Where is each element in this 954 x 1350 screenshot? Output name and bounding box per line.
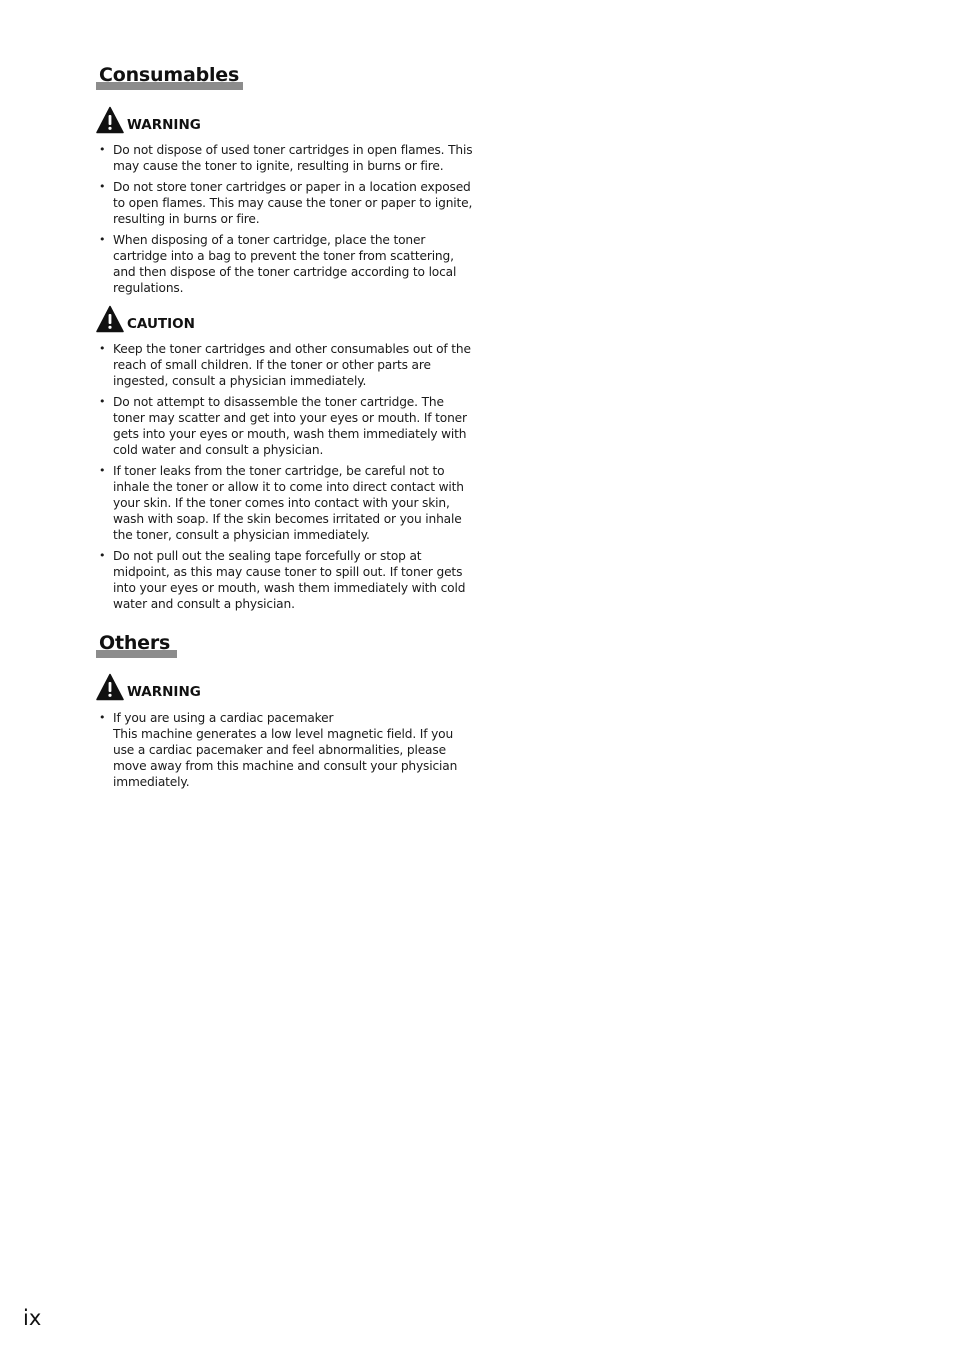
warning-label	[96, 106, 201, 134]
warning-triangle-icon	[96, 673, 124, 701]
page-number: ix	[23, 1306, 42, 1330]
bullet: •	[99, 711, 106, 724]
section-title: Others	[99, 632, 171, 654]
notice-level: WARNING	[127, 117, 201, 133]
caution-list	[96, 341, 476, 617]
bullet: •	[99, 180, 106, 193]
section-heading-consumables	[96, 64, 247, 90]
list-item-body: This machine generates a low level magnetic field. If you use a cardiac pacemaker and feel abnormalities, please move away from this machine and consult your physician immediately.	[113, 727, 458, 789]
list-item-text: Do not dispose of used toner cartridges in open flames. This may cause the toner to ignite, resulting in burns or fire.	[113, 143, 473, 173]
list-item-text: Do not pull out the sealing tape forcefully or stop at midpoint, as this may cause toner to spill out. If toner gets into your eyes or mouth, wash them immediately with cold water and consult a physician.	[113, 549, 466, 611]
list-item	[96, 394, 476, 458]
caution-label	[96, 305, 195, 333]
list-item	[96, 232, 476, 296]
warning-triangle-icon	[96, 305, 124, 333]
list-item	[96, 710, 476, 790]
warning-list	[96, 142, 476, 301]
list-item	[96, 463, 476, 543]
list-item-text: When disposing of a toner cartridge, place the toner cartridge into a bag to prevent the toner from scattering, and then dispose of the toner cartridge according to local regulations.	[113, 233, 457, 295]
section-title: Consumables	[99, 64, 240, 86]
bullet: •	[99, 549, 106, 562]
section-heading-others	[96, 632, 178, 658]
bullet: •	[99, 464, 106, 477]
bullet: •	[99, 233, 106, 246]
notice-level: WARNING	[127, 684, 201, 700]
warning-list	[96, 710, 476, 795]
list-item-text: If toner leaks from the toner cartridge, be careful not to inhale the toner or allow it to come into direct contact with your skin. If the toner comes into contact with your skin, wash with soap. If the skin becomes irritated or you inhale the toner, consult a physician immediately.	[113, 464, 464, 542]
list-item-text: Do not attempt to disassemble the toner cartridge. The toner may scatter and get into your eyes or mouth. If toner gets into your eyes or mouth, wash them immediately with cold water and consult a physician.	[113, 395, 467, 457]
list-item	[96, 142, 476, 174]
bullet: •	[99, 143, 106, 156]
list-item-title: If you are using a cardiac pacemaker	[113, 711, 334, 725]
list-item-text: Do not store toner cartridges or paper in a location exposed to open flames. This may cause the toner or paper to ignite, resulting in burns or fire.	[113, 180, 473, 226]
list-item-text: Keep the toner cartridges and other consumables out of the reach of small children. If the toner or other parts are ingested, consult a physician immediately.	[113, 342, 471, 388]
list-item	[96, 548, 476, 612]
list-item	[96, 179, 476, 227]
bullet: •	[99, 395, 106, 408]
list-item	[96, 341, 476, 389]
notice-level: CAUTION	[127, 316, 195, 332]
bullet: •	[99, 342, 106, 355]
warning-triangle-icon	[96, 106, 124, 134]
warning-label	[96, 673, 201, 701]
